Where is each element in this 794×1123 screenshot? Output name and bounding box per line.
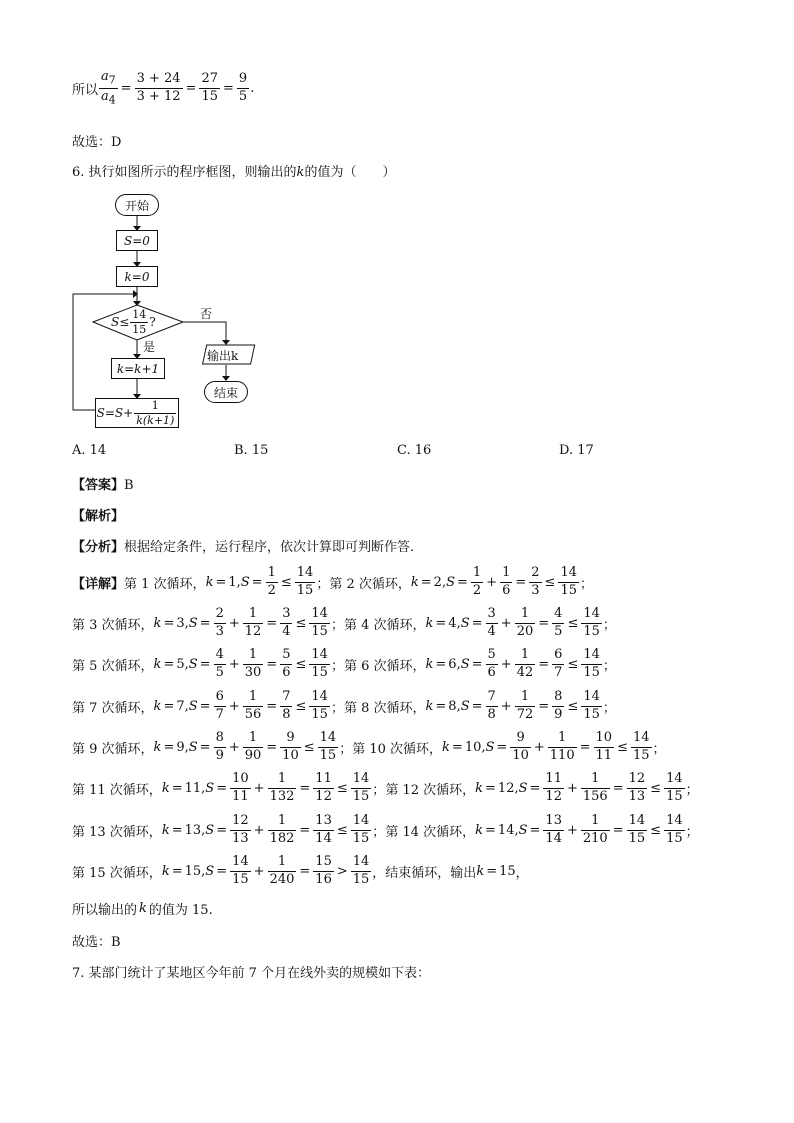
loop-step-10: 第 10 次循环， k = 10, S = $\frac{9}{10}$ + $\frac{1}{110}$ = $\frac{10}{11}$ ≤ $\frac{14}{15}$ ；	[352, 730, 666, 763]
flowchart	[0, 0, 794, 440]
fraction-27-15: $\frac{27}{15}$	[201, 71, 219, 104]
loop-step-2: 第 2 次循环， k = 2, S = $\frac{1}{2}$ + $\frac{1}{6}$ = $\frac{2}{3}$ ≤ $\frac{14}{15}$ ；	[329, 565, 594, 598]
flow-increment: k=k+1	[111, 358, 165, 379]
loop-step-14: 第 14 次循环， k = 14, S = $\frac{13}{14}$ + $\frac{1}{210}$ = $\frac{14}{15}$ ≤ $\frac{14}{15}$ ；	[385, 813, 699, 846]
flow-yes-label: 是	[143, 340, 156, 354]
final-answer: 故选：B	[72, 935, 121, 950]
loop-step-3: 第 3 次循环， k = 3, S = $\frac{2}{3}$ + $\frac{1}{12}$ = $\frac{3}{4}$ ≤ $\frac{14}{15}$ ；	[72, 606, 344, 639]
loop-step-5: 第 5 次循环， k = 5, S = $\frac{4}{5}$ + $\frac{1}{30}$ = $\frac{5}{6}$ ≤ $\frac{14}{15}$ ；	[72, 647, 344, 680]
xiangjie-label: 【详解】	[72, 576, 125, 592]
loop-step-1: 第 1 次循环， k = 1, S = $\frac{1}{2}$ ≤ $\frac{14}{15}$ ；	[124, 565, 330, 598]
loop-step-12: 第 12 次循环， k = 12, S = $\frac{11}{12}$ + $\frac{1}{156}$ = $\frac{12}{13}$ ≤ $\frac{14}{15}$ ；	[385, 771, 699, 804]
solution-row-7	[72, 808, 699, 852]
prev-ratio-line: 所以 $\frac{a_7}{a_4}$ = $\frac{3 + 24}{3 + 12}$ = $\frac{27}{15}$ = $\frac{9}{5}$ .	[72, 69, 255, 107]
loop-step-6: 第 6 次循环， k = 6, S = $\frac{5}{6}$ + $\frac{1}{42}$ = $\frac{6}{7}$ ≤ $\frac{14}{15}$ ；	[343, 647, 616, 680]
conclusion-line: 所以输出的 k 的值为 15.	[72, 900, 213, 918]
answer-line: 【答案】B	[72, 478, 134, 493]
flow-init-k: k=0	[116, 266, 158, 287]
loop-step-7: 第 7 次循环， k = 7, S = $\frac{6}{7}$ + $\frac{1}{56}$ = $\frac{7}{8}$ ≤ $\frac{14}{15}$ ；	[72, 689, 344, 722]
loop-step-15: 第 15 次循环， k = 15, S = $\frac{14}{15}$ + $\frac{1}{240}$ = $\frac{15}{16}$ > $\frac{14}{15}$ ，结束循环，输出 k = 15 ，	[72, 854, 529, 887]
loop-step-4: 第 4 次循环， k = 4, S = $\frac{3}{4}$ + $\frac{1}{20}$ = $\frac{4}{5}$ ≤ $\frac{14}{15}$ ；	[343, 606, 616, 639]
flow-init-s: S=0	[116, 230, 158, 251]
q6-stem: 6. 执行如图所示的程序框图，则输出的k的值为（ ）	[72, 165, 396, 180]
prev-answer: 故选：D	[72, 135, 122, 150]
loop-step-13: 第 13 次循环， k = 13, S = $\frac{12}{13}$ + $\frac{1}{182}$ = $\frac{13}{14}$ ≤ $\frac{14}{15}$ ；	[72, 813, 386, 846]
fenxi-line: 【分析】根据给定条件，运行程序，依次计算即可判断作答.	[72, 540, 415, 555]
solution-row-6	[72, 766, 699, 810]
solution-row-2	[72, 601, 616, 645]
fraction-9-5: $\frac{9}{5}$	[238, 71, 248, 104]
flow-output: 输出k	[207, 349, 239, 363]
solution-row-5	[72, 725, 666, 769]
loop-step-11: 第 11 次循环， k = 11, S = $\frac{10}{11}$ + $\frac{1}{132}$ = $\frac{11}{12}$ ≤ $\frac{14}{15}$ ；	[72, 771, 386, 804]
solution-row-1	[72, 560, 593, 604]
flow-end: 结束	[204, 381, 248, 403]
option-d: D. 17	[559, 443, 594, 458]
analysis-label: 【解析】	[72, 509, 125, 524]
flow-update-s: S=S+ $\frac{1}{k(k+1)}$	[95, 398, 179, 428]
flow-condition: S≤ $\frac{14}{15}$ ?	[111, 308, 156, 336]
option-c: C. 16	[397, 443, 432, 458]
option-b: B. 15	[234, 443, 269, 458]
q7-stem: 7. 某部门统计了某地区今年前 7 个月在线外卖的规模如下表：	[72, 966, 431, 981]
solution-row-3	[72, 642, 616, 686]
flow-no-label: 否	[200, 307, 213, 321]
solution-row-4	[72, 684, 616, 728]
loop-step-9: 第 9 次循环， k = 9, S = $\frac{8}{9}$ + $\frac{1}{90}$ = $\frac{9}{10}$ ≤ $\frac{14}{15}$ ；	[72, 730, 353, 763]
flow-start: 开始	[115, 194, 159, 216]
prev-prefix: 所以	[72, 82, 99, 98]
option-a: A. 14	[72, 443, 107, 458]
loop-step-8: 第 8 次循环， k = 8, S = $\frac{7}{8}$ + $\frac{1}{72}$ = $\frac{8}{9}$ ≤ $\frac{14}{15}$ ；	[343, 689, 616, 722]
sum-fraction: $\frac{3 + 24}{3 + 12}$	[136, 71, 181, 104]
ratio-fraction: $\frac{a_7}{a_4}$	[101, 69, 116, 107]
